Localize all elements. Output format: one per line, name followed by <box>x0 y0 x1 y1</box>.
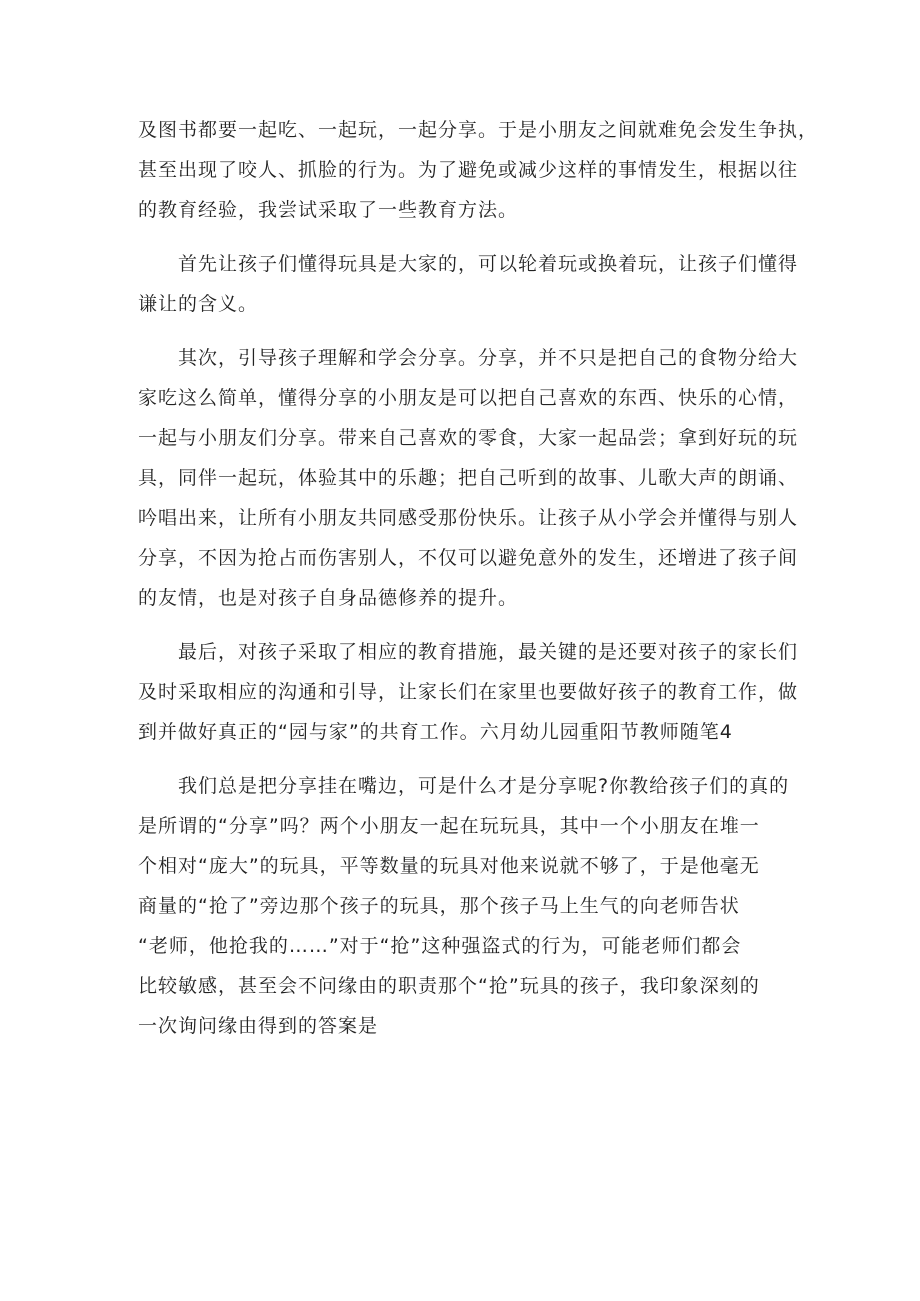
text-line: 分享，不因为抢占而伤害别人，不仅可以避免意外的发生，还增进了孩子间 <box>138 547 799 569</box>
text-line: 家吃这么简单，懂得分享的小朋友是可以把自己喜欢的东西、快乐的心情， <box>138 387 799 409</box>
text-line: 首先让孩子们懂得玩具是大家的，可以轮着玩或换着玩，让孩子们懂得 <box>178 253 799 275</box>
paragraph-5 <box>138 766 824 1046</box>
paragraph-2 <box>138 244 824 324</box>
paragraph-4 <box>138 632 824 752</box>
text-line: 其次，引导孩子理解和学会分享。分享，并不只是把自己的食物分给大 <box>178 347 799 369</box>
text-line: 具，同伴一起玩，体验其中的乐趣；把自己听到的故事、儿歌大声的朗诵、 <box>138 467 799 489</box>
text-line: 一次询问缘由得到的答案是 <box>138 1015 379 1037</box>
text-line: 最后，对孩子采取了相应的教育措施，最关键的是还要对孩子的家长们 <box>178 641 799 663</box>
document-body <box>138 110 824 1046</box>
text-line: 我们总是把分享挂在嘴边，可是什么才是分享呢?你教给孩子们的真的 <box>178 775 790 797</box>
paragraph-1 <box>138 110 824 230</box>
text-line: 的教育经验，我尝试采取了一些教育方法。 <box>138 199 519 221</box>
text-line: “老师，他抢我的……”对于“抢”这种强盗式的行为，可能老师们都会 <box>138 935 742 957</box>
text-line: 个相对“庞大”的玩具，平等数量的玩具对他来说就不够了，于是他毫无 <box>138 855 760 877</box>
text-line: 比较敏感，甚至会不问缘由的职责那个“抢”玩具的孩子，我印象深刻的 <box>138 975 760 997</box>
text-line: 及图书都要一起吃、一起玩，一起分享。于是小朋友之间就难免会发生争执， <box>138 119 819 141</box>
paragraph-3 <box>138 338 824 618</box>
text-line: 及时采取相应的沟通和引导，让家长们在家里也要做好孩子的教育工作，做 <box>138 681 799 703</box>
text-line: 商量的“抢了”旁边那个孩子的玩具，那个孩子马上生气的向老师告状 <box>138 895 740 917</box>
text-line: 一起与小朋友们分享。带来自己喜欢的零食，大家一起品尝；拿到好玩的玩 <box>138 427 799 449</box>
text-line: 吟唱出来，让所有小朋友共同感受那份快乐。让孩子从小学会并懂得与别人 <box>138 507 799 529</box>
text-line: 到并做好真正的“园与家”的共育工作。六月幼儿园重阳节教师随笔4 <box>138 721 733 743</box>
text-line: 谦让的含义。 <box>138 293 259 315</box>
text-line: 甚至出现了咬人、抓脸的行为。为了避免或减少这样的事情发生，根据以往 <box>138 159 799 181</box>
text-line: 是所谓的“分享”吗？两个小朋友一起在玩玩具，其中一个小朋友在堆一 <box>138 815 760 837</box>
text-line: 的友情，也是对孩子自身品德修养的提升。 <box>138 587 519 609</box>
